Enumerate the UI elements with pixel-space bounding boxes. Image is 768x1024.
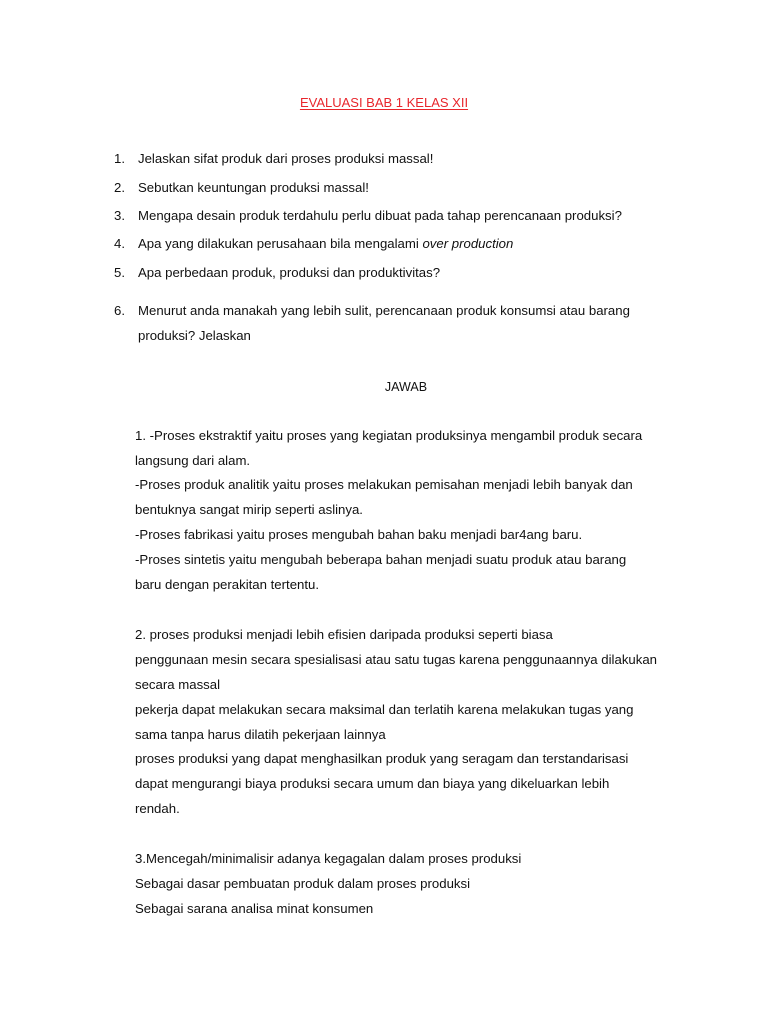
question-item (114, 298, 674, 348)
question-text: Apa perbedaan produk, produksi dan produktivitas? (138, 265, 441, 280)
question-text: Sebutkan keuntungan produksi massal! (138, 180, 369, 195)
question-item (114, 175, 674, 200)
answer-line: proses produksi yang dapat menghasilkan produk yang seragam dan terstandarisasi (135, 751, 629, 766)
question-item (114, 260, 674, 285)
answer-line: sama tanpa harus dilatih pekerjaan lainnya (135, 727, 386, 742)
answer-line: secara massal (135, 677, 221, 692)
question-number: 5. (114, 265, 125, 280)
question-text-wrapper (138, 231, 674, 256)
question-text-italic: over production (422, 236, 514, 251)
question-text: Menurut anda manakah yang lebih sulit, perencanaan produk konsumsi atau barang produksi? Jelaskan (138, 303, 630, 343)
question-number: 4. (114, 236, 125, 251)
answer-line: rendah. (135, 801, 180, 816)
question-number: 2. (114, 180, 125, 195)
question-number: 3. (114, 208, 125, 223)
answer-line: Sebagai sarana analisa minat konsumen (135, 901, 374, 916)
answer-line: pekerja dapat melakukan secara maksimal dan terlatih karena melakukan tugas yang (135, 702, 634, 717)
question-item (114, 203, 674, 228)
answer-line: baru dengan perakitan tertentu. (135, 577, 320, 592)
answer-line: -Proses sintetis yaitu mengubah beberapa bahan menjadi suatu produk atau barang (135, 552, 627, 567)
question-text: Apa yang dilakukan perusahaan bila mengalami (138, 236, 423, 251)
question-number: 1. (114, 151, 125, 166)
answer-heading: JAWAB (384, 380, 428, 394)
answer-line: -Proses fabrikasi yaitu proses mengubah bahan baku menjadi bar4ang baru. (135, 527, 583, 542)
answer-line: 3.Mencegah/minimalisir adanya kegagalan dalam proses produksi (135, 851, 522, 866)
question-number: 6. (114, 303, 125, 318)
answer-line: Sebagai dasar pembuatan produk dalam proses produksi (135, 876, 471, 891)
document-title: EVALUASI BAB 1 KELAS XII (299, 95, 469, 110)
question-item (114, 231, 674, 256)
answer-line: langsung dari alam. (135, 453, 251, 468)
answer-line: dapat mengurangi biaya produksi secara umum dan biaya yang dikeluarkan lebih (135, 776, 610, 791)
question-text: Jelaskan sifat produk dari proses produksi massal! (138, 151, 434, 166)
answer-line: penggunaan mesin secara spesialisasi atau satu tugas karena penggunaannya dilakukan (135, 652, 658, 667)
question-text: Mengapa desain produk terdahulu perlu dibuat pada tahap perencanaan produksi? (138, 208, 622, 223)
answer-line: 1. -Proses ekstraktif yaitu proses yang kegiatan produksinya mengambil produk secara (135, 428, 643, 443)
answer-line: 2. proses produksi menjadi lebih efisien daripada produksi seperti biasa (135, 627, 553, 642)
answer-line: bentuknya sangat mirip seperti aslinya. (135, 502, 363, 517)
question-item (114, 146, 674, 171)
answer-line: -Proses produk analitik yaitu proses melakukan pemisahan menjadi lebih banyak dan (135, 477, 633, 492)
